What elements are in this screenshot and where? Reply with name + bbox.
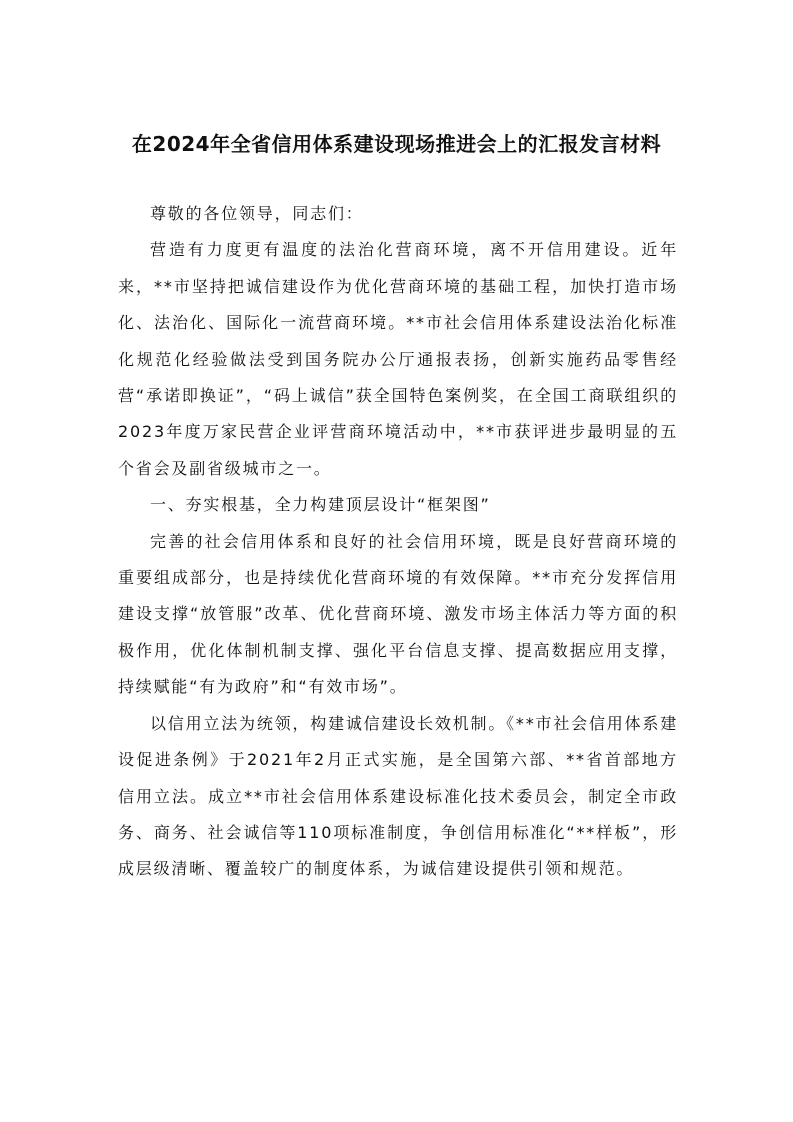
paragraph-intro: 营造有力度更有温度的法治化营商环境，离不开信用建设。近年来，**市坚持把诚信建设作为优化营商环境的基础工程，加快打造市场化、法治化、国际化一流营商环境。**市社会信用体系建设法治化标准化规范化经验做法受到国务院办公厅通报表扬，创新实施药品零售经营“承诺即换证”，“码上诚信”获全国特色案例奖，在全国工商联组织的2023年度万家民营企业评营商环境活动中，**市获评进步最明显的五个省会及副省级城市之一。	[118, 240, 678, 478]
section-heading-1: 一、夯实根基，全力构建顶层设计“框架图”	[150, 495, 491, 515]
paragraph-legislation: 以信用立法为统领，构建诚信建设长效机制。《**市社会信用体系建设促进条例》于2021年2月正式实施，是全国第六部、**省首部地方信用立法。成立**市社会信用体系建设标准化技术委员会，制定全市政务、商务、社会诚信等110项标准制度，争创信用标准化“**样板”，形成层级清晰、覆盖较广的制度体系，为诚信建设提供引领和规范。	[118, 713, 678, 879]
salutation: 尊敬的各位领导，同志们：	[150, 204, 364, 223]
document-title: 在2024年全省信用体系建设现场推进会上的汇报发言材料	[131, 132, 662, 156]
paragraph-section-1: 完善的社会信用体系和良好的社会信用环境，既是良好营商环境的重要组成部分，也是持续优化营商环境的有效保障。**市充分发挥信用建设支撑“放管服”改革、优化营商环境、激发市场主体活力等方面的积极作用，优化体制机制支撑、强化平台信息支撑、提高数据应用支撑，持续赋能“有为政府”和“有效市场”。	[118, 531, 678, 697]
document-body	[118, 196, 678, 888]
